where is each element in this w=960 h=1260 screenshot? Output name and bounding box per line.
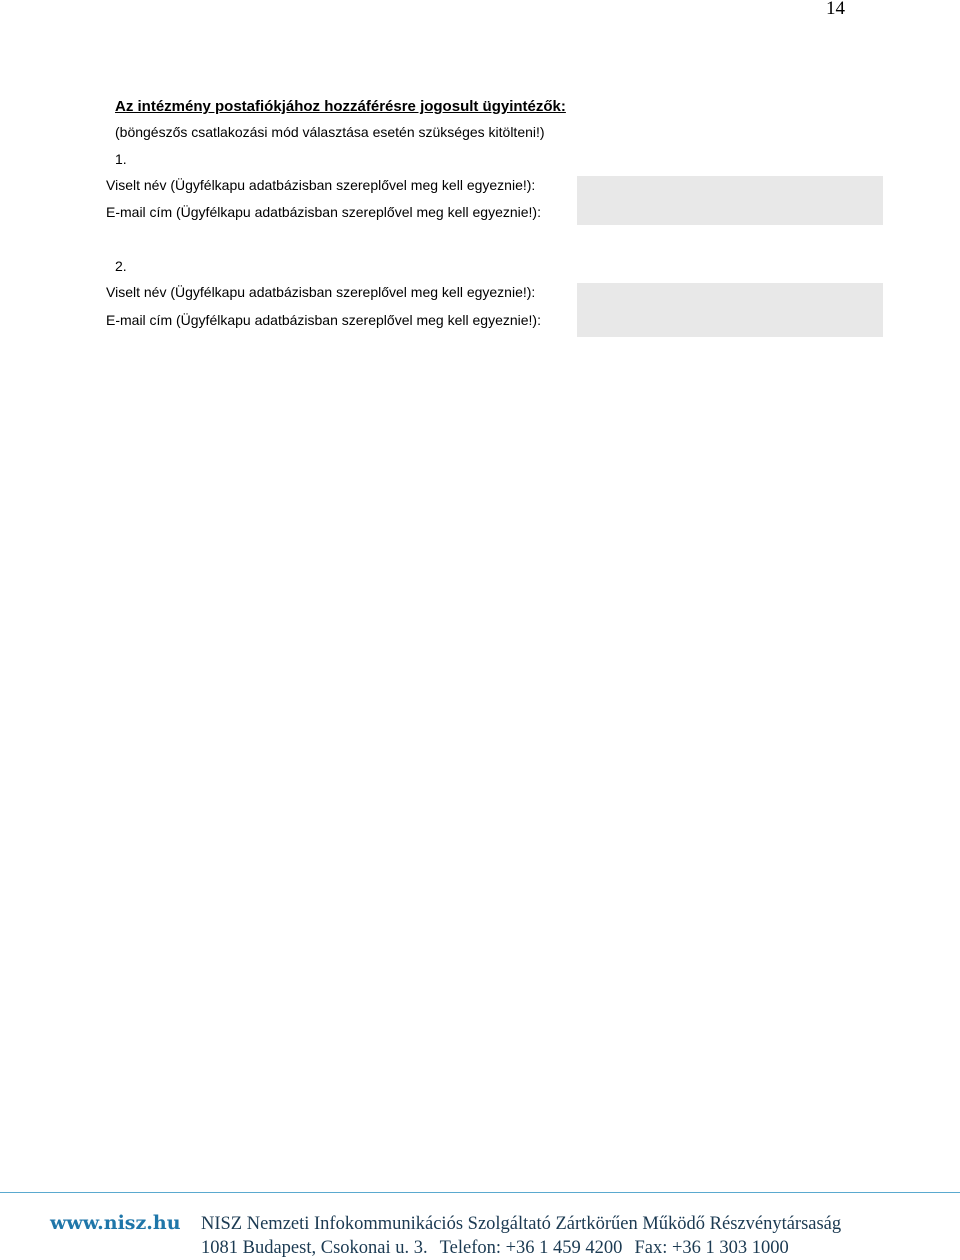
- footer-company-name: NISZ Nemzeti Infokommunikációs Szolgáltató Zártkörűen Működő Részvénytársaság: [201, 1214, 842, 1234]
- footer-fax: Fax: +36 1 303 1000: [634, 1238, 789, 1258]
- section-subtitle: (böngészős csatlakozási mód választása esetén szükséges kitölteni!): [115, 124, 545, 140]
- footer-website: www.nisz.hu: [50, 1212, 181, 1234]
- page-number: 14: [826, 0, 845, 19]
- administrator-1-number: 1.: [115, 151, 127, 167]
- administrator-1-email-field[interactable]: [577, 201, 883, 225]
- administrator-2-name-label: Viselt név (Ügyfélkapu adatbázisban szereplővel meg kell egyeznie!):: [106, 284, 536, 300]
- footer-contact: [201, 1236, 789, 1260]
- administrator-1-name-label: Viselt név (Ügyfélkapu adatbázisban szereplővel meg kell egyeznie!):: [106, 177, 536, 193]
- footer-address: 1081 Budapest, Csokonai u. 3.: [201, 1238, 428, 1258]
- administrator-1-email-label: E-mail cím (Ügyfélkapu adatbázisban szereplővel meg kell egyeznie!):: [106, 204, 541, 220]
- footer-phone: Telefon: +36 1 459 4200: [439, 1238, 623, 1258]
- section-title: Az intézmény postafiókjához hozzáférésre jogosult ügyintézők:: [115, 98, 566, 115]
- footer-divider: [0, 1192, 960, 1193]
- administrator-1-name-field[interactable]: [577, 176, 883, 201]
- administrator-2-email-field[interactable]: [577, 310, 883, 337]
- administrator-2-name-field[interactable]: [577, 283, 883, 310]
- administrator-2-email-label: E-mail cím (Ügyfélkapu adatbázisban szereplővel meg kell egyeznie!):: [106, 312, 541, 328]
- administrator-2-number: 2.: [115, 258, 127, 274]
